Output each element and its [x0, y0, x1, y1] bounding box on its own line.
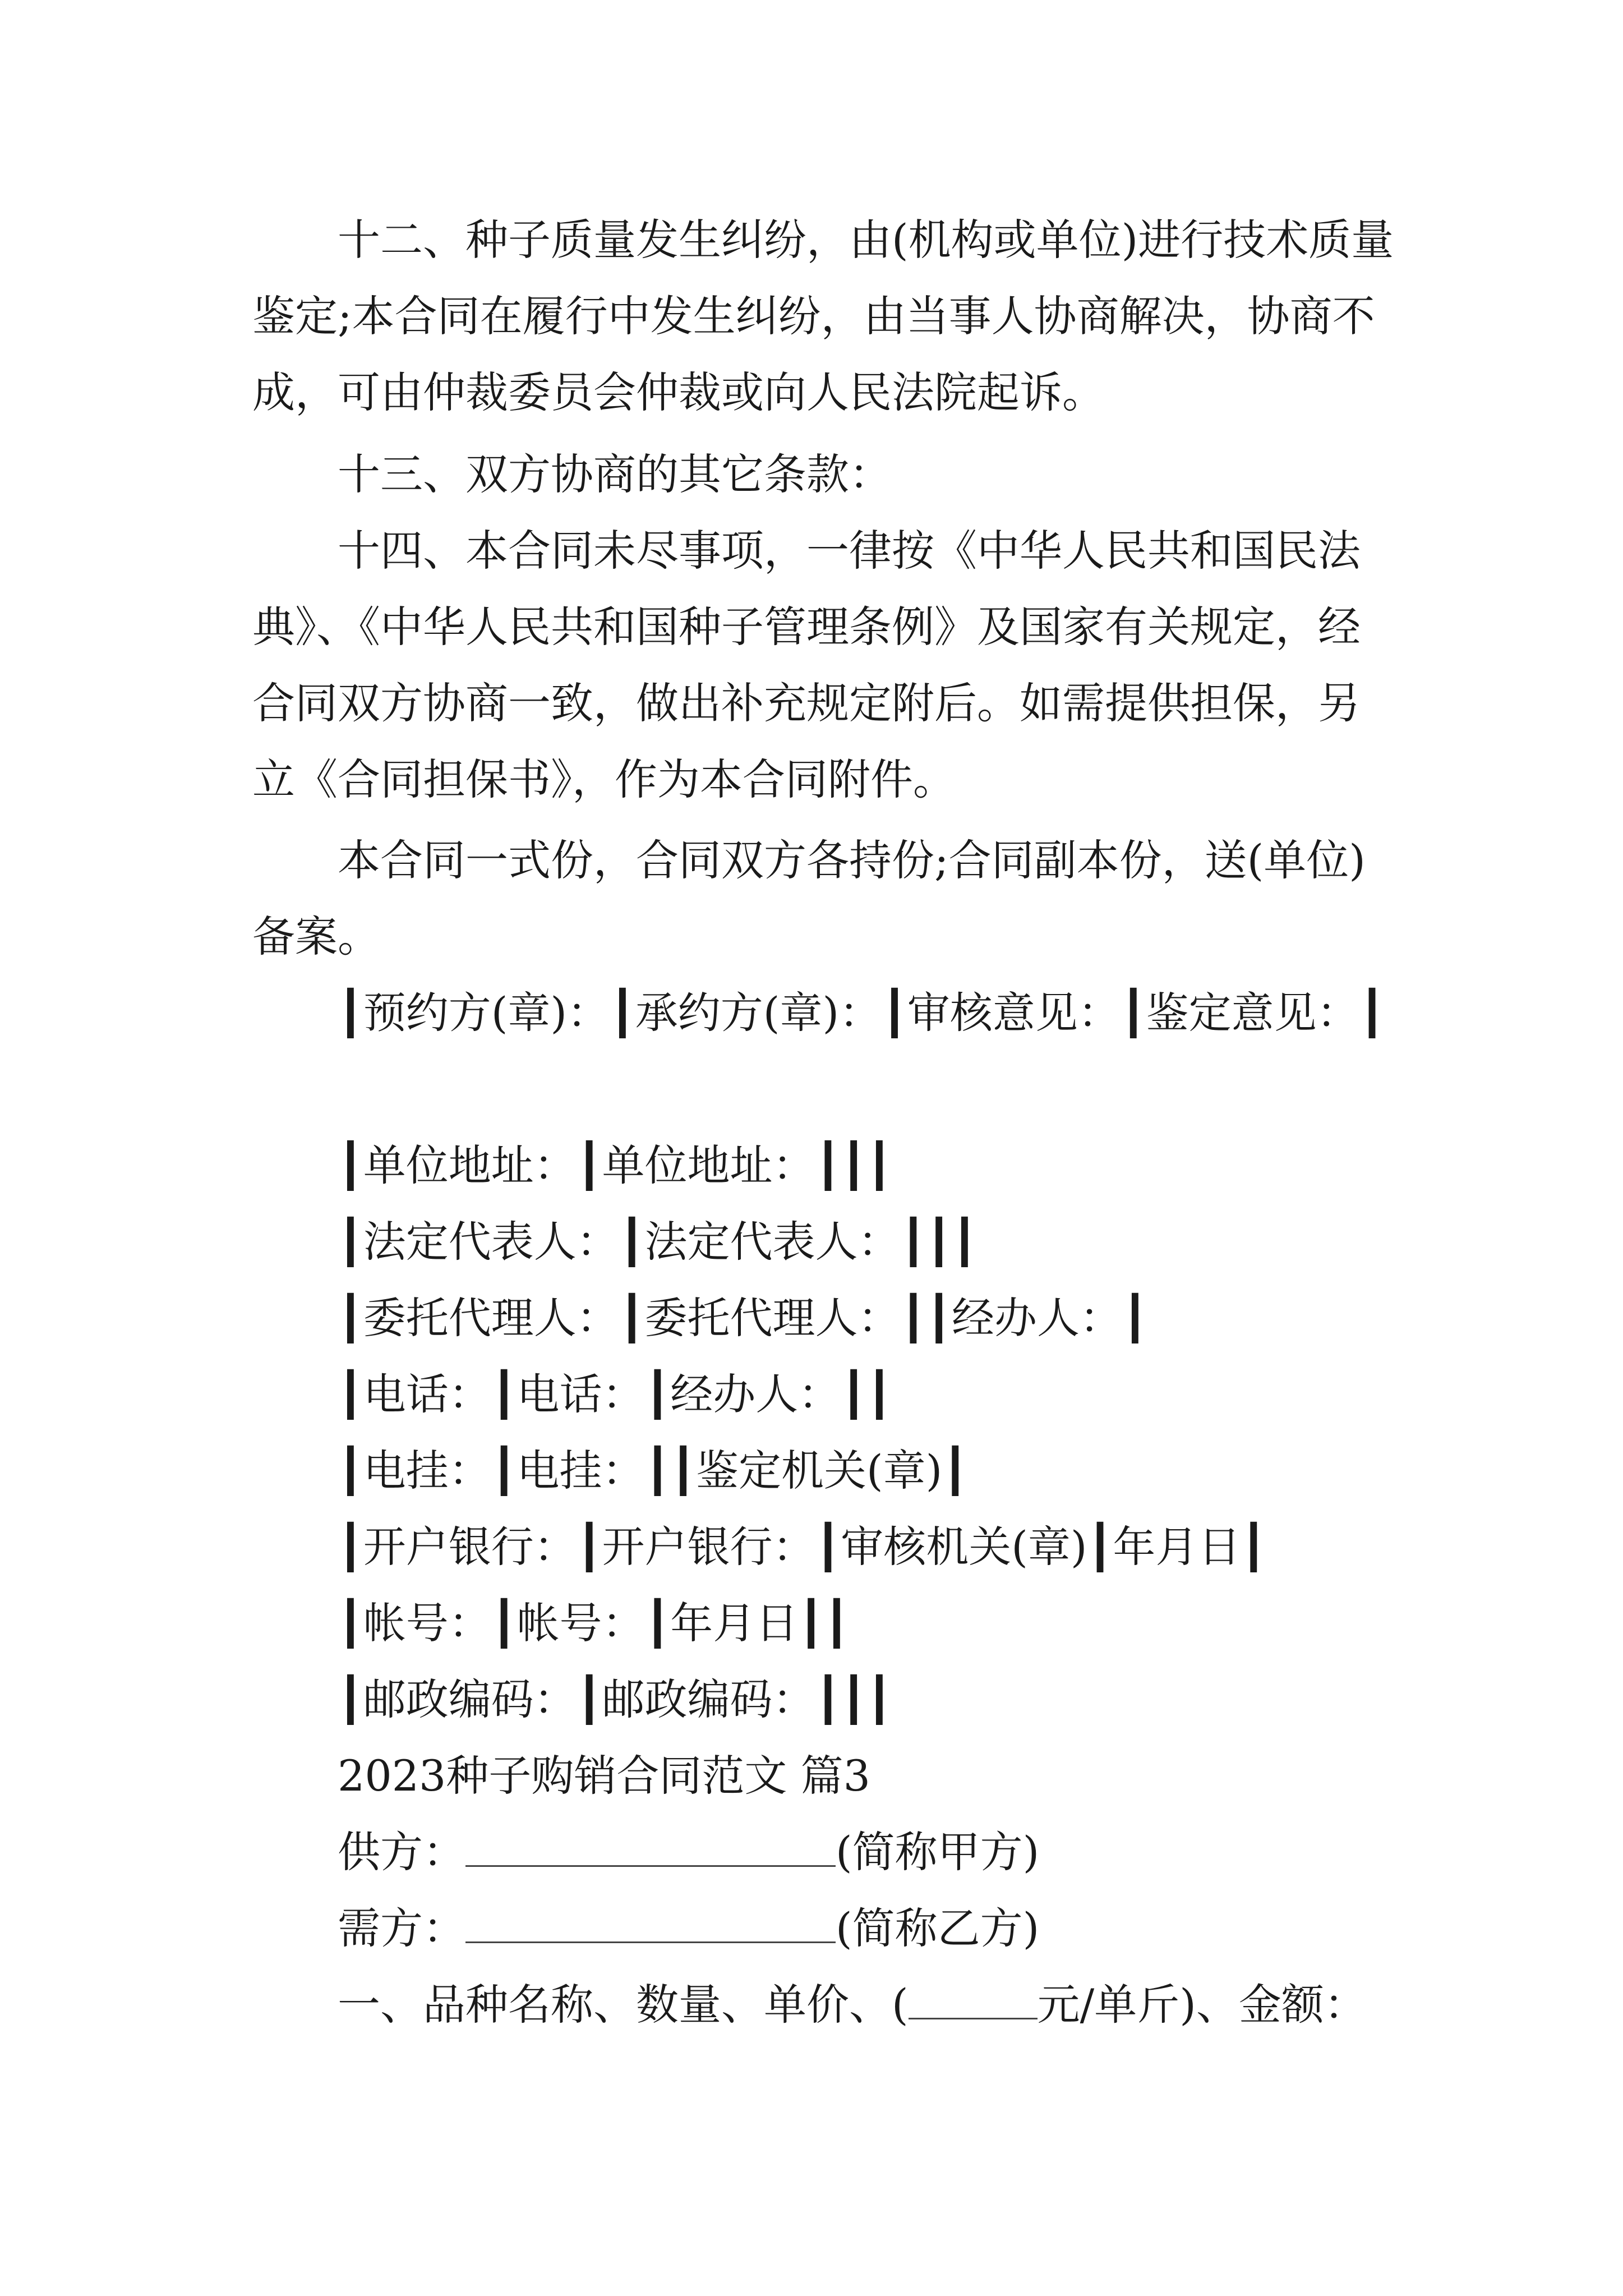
supplier-blank — [465, 1826, 836, 1867]
section-title: 2023种子购销合同范文 篇3 — [338, 1751, 870, 1801]
buyer-line — [338, 1890, 1039, 1967]
buyer-suffix: (简称乙方) — [836, 1903, 1040, 1953]
signature-row-address: ┃单位地址：┃单位地址：┃┃┃ — [338, 1140, 892, 1190]
item1-prefix: 一、品种名称、数量、单价、( — [338, 1980, 909, 2030]
signature-row-legal-rep: ┃法定代表人：┃法定代表人：┃┃┃ — [338, 1217, 978, 1267]
supplier-line — [338, 1814, 1039, 1890]
unit-price-blank — [909, 1978, 1038, 2019]
clause-13: 十三、双方协商的其它条款： — [338, 449, 892, 499]
signature-row-parties: ┃预约方(章)：┃承约方(章)：┃审核意见：┃鉴定意见：┃ — [338, 988, 1385, 1038]
supplier-suffix: (简称甲方) — [836, 1827, 1040, 1877]
signature-row-postcode: ┃邮政编码：┃邮政编码：┃┃┃ — [338, 1674, 892, 1724]
supplier-label: 供方： — [338, 1827, 465, 1877]
clause-12: 十二、种子质量发生纠纷，由(机构或单位)进行技术质量鉴定;本合同在履行中发生纠纷，由当事人协商解决，协商不成，可由仲裁委员会仲裁或向人民法院起诉。 — [252, 215, 1394, 417]
signature-row-account: ┃帐号：┃帐号：┃年月日┃┃ — [338, 1598, 850, 1648]
signature-row-bank: ┃开户银行：┃开户银行：┃审核机关(章)┃年月日┃ — [338, 1522, 1267, 1572]
signature-row-phone: ┃电话：┃电话：┃经办人：┃┃ — [338, 1369, 892, 1419]
copies-clause: 本合同一式份，合同双方各持份;合同副本份，送(单位)备案。 — [252, 835, 1366, 961]
buyer-blank — [465, 1902, 836, 1943]
signature-row-agent: ┃委托代理人：┃委托代理人：┃┃经办人：┃ — [338, 1293, 1148, 1343]
signature-row-cable: ┃电挂：┃电挂：┃┃鉴定机关(章)┃ — [338, 1446, 969, 1496]
item1-line — [338, 1967, 1367, 2043]
clause-14: 十四、本合同未尽事项，一律按《中华人民共和国民法典》、《中华人民共和国种子管理条例》及国家有关规定，经合同双方协商一致，做出补充规定附后。如需提供担保，另立《合同担保书》，作为本合同附件。 — [252, 526, 1361, 804]
buyer-label: 需方： — [338, 1903, 465, 1953]
item1-suffix: 元/单斤)、金额： — [1037, 1980, 1367, 2030]
